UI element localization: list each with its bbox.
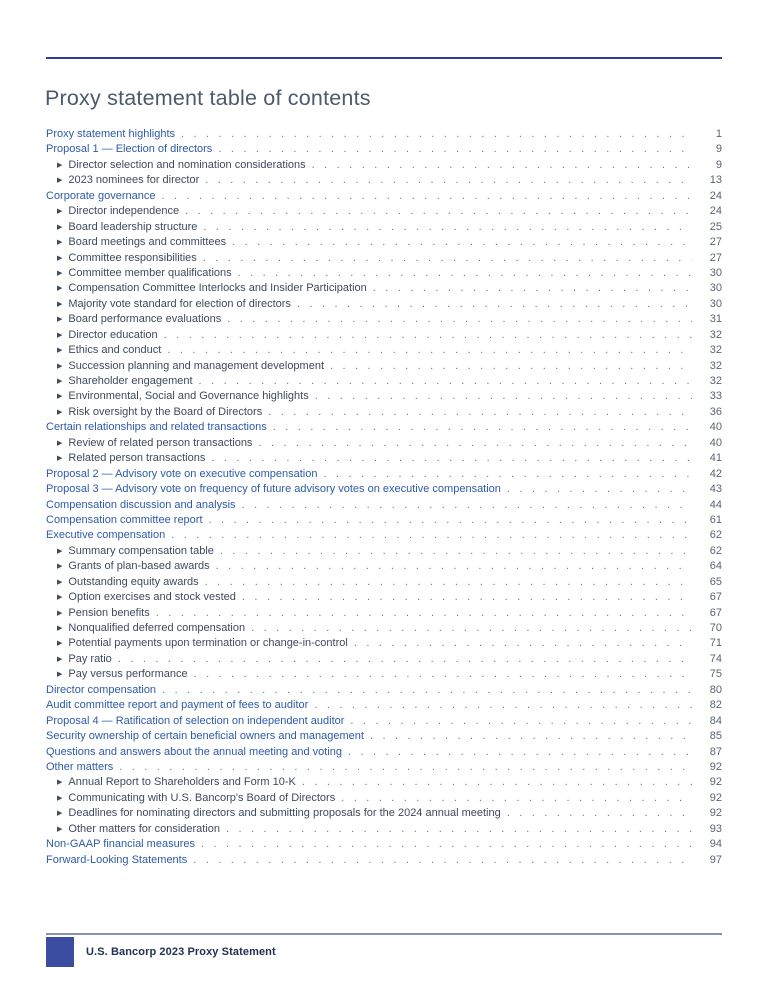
toc-entry[interactable]: [46, 142, 722, 157]
toc-entry-page: 92: [709, 776, 722, 789]
toc-entry-page: 61: [709, 513, 722, 526]
toc-entry[interactable]: [46, 698, 722, 713]
toc-entry-page: 13: [709, 174, 722, 187]
toc-entry-label: Environmental, Social and Governance highlights: [68, 390, 309, 403]
toc-entry-page: 43: [709, 483, 722, 496]
dotted-leader: [220, 544, 692, 559]
triangle-right-icon: ▶: [57, 331, 63, 339]
toc-entry[interactable]: [46, 220, 722, 235]
triangle-right-icon: ▶: [57, 254, 63, 262]
toc-entry-label: Proposal 3 — Advisory vote on frequency of future advisory votes on executive compensation: [46, 483, 501, 496]
dotted-leader: [302, 775, 692, 790]
toc-entry[interactable]: [46, 405, 722, 420]
triangle-right-icon: ▶: [57, 671, 63, 679]
toc-entry-label: Compensation committee report: [46, 513, 203, 526]
toc-entry-label: Nonqualified deferred compensation: [68, 622, 246, 634]
toc-entry-page: 40: [709, 421, 722, 434]
table-of-contents: [46, 127, 722, 868]
toc-entry-label: Non-GAAP financial measures: [46, 838, 195, 851]
toc-entry-label: Security ownership of certain beneficial owners and management: [46, 730, 364, 743]
toc-entry[interactable]: [46, 837, 722, 852]
triangle-right-icon: ▶: [57, 640, 63, 648]
dotted-leader: [354, 636, 692, 651]
toc-entry-label: Majority vote standard for election of directors: [68, 297, 291, 310]
dotted-leader: [242, 590, 692, 605]
dotted-leader: [199, 374, 692, 389]
toc-entry-page: 24: [709, 205, 722, 218]
toc-entry[interactable]: [46, 359, 722, 374]
dotted-leader: [218, 142, 692, 157]
page-title: Proxy statement table of contents: [45, 86, 371, 110]
toc-entry-label: Annual Report to Shareholders and Form 10-K: [68, 776, 296, 789]
toc-entry-label: Other matters: [46, 760, 114, 773]
dotted-leader: [273, 420, 692, 435]
toc-entry-page: 94: [709, 838, 722, 851]
toc-entry-label: Committee responsibilities: [68, 251, 197, 264]
toc-entry-label: Certain relationships and related transactions: [46, 421, 267, 434]
toc-entry[interactable]: [46, 544, 722, 559]
dotted-leader: [194, 667, 692, 682]
toc-entry[interactable]: [46, 482, 722, 497]
dotted-leader: [242, 498, 692, 513]
triangle-right-icon: ▶: [57, 655, 63, 663]
triangle-right-icon: ▶: [57, 223, 63, 231]
triangle-right-icon: ▶: [57, 161, 63, 169]
dotted-leader: [323, 467, 692, 482]
toc-entry-page: 30: [709, 266, 722, 279]
dotted-leader: [205, 575, 692, 590]
toc-entry-label: Corporate governance: [46, 189, 156, 202]
dotted-leader: [118, 652, 692, 667]
toc-entry[interactable]: [46, 328, 722, 343]
dotted-leader: [181, 127, 692, 142]
dotted-leader: [314, 698, 692, 713]
triangle-right-icon: ▶: [57, 779, 63, 787]
brand-square-mark: [46, 937, 74, 967]
triangle-right-icon: ▶: [57, 408, 63, 416]
toc-entry[interactable]: [46, 451, 722, 466]
dotted-leader: [193, 853, 692, 868]
toc-entry-page: 27: [709, 236, 722, 249]
dotted-leader: [258, 436, 692, 451]
dotted-leader: [216, 559, 692, 574]
toc-entry[interactable]: [46, 745, 722, 760]
toc-entry-page: 24: [709, 189, 722, 202]
toc-entry[interactable]: [46, 760, 722, 775]
dotted-leader: [373, 281, 692, 296]
toc-entry-page: 93: [709, 822, 722, 835]
toc-entry-page: 30: [709, 282, 722, 295]
toc-entry[interactable]: [46, 791, 722, 806]
toc-entry-label: Proposal 2 — Advisory vote on executive compensation: [46, 467, 318, 480]
toc-entry[interactable]: [46, 420, 722, 435]
toc-entry-page: 67: [709, 606, 722, 619]
toc-entry[interactable]: [46, 775, 722, 790]
toc-entry-label: Outstanding equity awards: [68, 575, 199, 588]
toc-entry-page: 92: [709, 807, 722, 820]
toc-entry[interactable]: [46, 173, 722, 188]
toc-entry-page: 82: [709, 699, 722, 712]
toc-entry-page: 32: [709, 359, 722, 372]
toc-entry[interactable]: [46, 559, 722, 574]
toc-entry-page: 9: [715, 158, 722, 171]
triangle-right-icon: ▶: [57, 794, 63, 802]
toc-entry-label: 2023 nominees for director: [68, 174, 200, 187]
triangle-right-icon: ▶: [57, 347, 63, 355]
toc-entry[interactable]: [46, 158, 722, 173]
dotted-leader: [119, 760, 692, 775]
triangle-right-icon: ▶: [57, 300, 63, 308]
toc-entry[interactable]: [46, 204, 722, 219]
triangle-right-icon: ▶: [57, 269, 63, 277]
dotted-leader: [185, 204, 692, 219]
toc-entry-label: Pay ratio: [68, 652, 112, 665]
toc-entry[interactable]: [46, 297, 722, 312]
triangle-right-icon: ▶: [57, 208, 63, 216]
toc-entry-page: 62: [709, 529, 722, 542]
triangle-right-icon: ▶: [57, 578, 63, 586]
dotted-leader: [341, 791, 692, 806]
triangle-right-icon: ▶: [57, 563, 63, 571]
dotted-leader: [156, 606, 692, 621]
toc-entry-page: 27: [709, 251, 722, 264]
toc-entry[interactable]: [46, 528, 722, 543]
dotted-leader: [268, 405, 692, 420]
toc-entry-label: Forward-Looking Statements: [46, 853, 188, 866]
dotted-leader: [350, 714, 692, 729]
footer-label: U.S. Bancorp 2023 Proxy Statement: [86, 946, 276, 958]
toc-entry[interactable]: [46, 590, 722, 605]
toc-entry-page: 92: [709, 760, 722, 773]
toc-entry-page: 40: [709, 436, 722, 449]
toc-entry[interactable]: [46, 266, 722, 281]
toc-entry[interactable]: [46, 251, 722, 266]
toc-entry-label: Proxy statement highlights: [46, 128, 176, 140]
toc-entry-label: Grants of plan-based awards: [68, 560, 210, 573]
toc-entry-label: Related person transactions: [68, 452, 206, 465]
toc-entry-label: Audit committee report and payment of fees to auditor: [46, 699, 309, 712]
toc-entry-page: 80: [709, 683, 722, 696]
toc-entry-page: 62: [709, 544, 722, 557]
toc-entry-page: 36: [709, 405, 722, 418]
dotted-leader: [167, 343, 692, 358]
dotted-leader: [161, 189, 692, 204]
toc-entry-page: 85: [709, 730, 722, 743]
toc-entry-label: Pay versus performance: [68, 668, 188, 681]
toc-entry-page: 25: [709, 220, 722, 233]
toc-entry-label: Pension benefits: [68, 606, 150, 619]
toc-entry-page: 70: [709, 622, 722, 634]
toc-entry[interactable]: [46, 281, 722, 296]
toc-entry[interactable]: [46, 513, 722, 528]
toc-entry-label: Deadlines for nominating directors and submitting proposals for the 2024 annual meeting: [68, 807, 501, 820]
toc-entry-page: 97: [709, 853, 722, 866]
top-divider-rule: [46, 57, 722, 59]
toc-entry-label: Communicating with U.S. Bancorp's Board of Directors: [68, 791, 336, 804]
triangle-right-icon: ▶: [57, 810, 63, 818]
dotted-leader: [201, 837, 692, 852]
triangle-right-icon: ▶: [57, 547, 63, 555]
dotted-leader: [507, 806, 692, 821]
toc-entry-page: 92: [709, 791, 722, 804]
triangle-right-icon: ▶: [57, 177, 63, 185]
toc-entry-label: Executive compensation: [46, 529, 166, 542]
toc-entry-label: Review of related person transactions: [68, 436, 253, 449]
dotted-leader: [227, 312, 692, 327]
toc-entry-page: 41: [709, 452, 722, 465]
dotted-leader: [251, 621, 692, 636]
dotted-leader: [507, 482, 692, 497]
toc-entry-label: Board leadership structure: [68, 220, 198, 233]
toc-entry-page: 33: [709, 390, 722, 403]
dotted-leader: [348, 745, 692, 760]
toc-entry[interactable]: [46, 714, 722, 729]
toc-entry-page: 32: [709, 344, 722, 357]
toc-entry[interactable]: [46, 621, 722, 636]
toc-entry-page: 1: [715, 128, 722, 140]
toc-entry-page: 74: [709, 652, 722, 665]
toc-entry[interactable]: [46, 729, 722, 744]
toc-entry-label: Board meetings and committees: [68, 236, 227, 249]
toc-entry-page: 44: [709, 498, 722, 511]
toc-entry-label: Summary compensation table: [68, 544, 214, 557]
triangle-right-icon: ▶: [57, 285, 63, 293]
triangle-right-icon: ▶: [57, 362, 63, 370]
dotted-leader: [162, 683, 692, 698]
dotted-leader: [297, 297, 692, 312]
toc-entry-page: 9: [715, 143, 722, 156]
dotted-leader: [203, 220, 692, 235]
dotted-leader: [226, 822, 692, 837]
toc-entry-label: Director selection and nomination considerations: [68, 158, 306, 171]
toc-entry-label: Proposal 4 — Ratification of selection on independent auditor: [46, 714, 345, 727]
triangle-right-icon: ▶: [57, 594, 63, 602]
toc-entry-label: Director education: [68, 328, 158, 341]
triangle-right-icon: ▶: [57, 393, 63, 401]
toc-entry[interactable]: [46, 436, 722, 451]
toc-entry-label: Director compensation: [46, 683, 157, 696]
toc-entry-page: 84: [709, 714, 722, 727]
dotted-leader: [164, 328, 692, 343]
toc-entry-page: 42: [709, 467, 722, 480]
triangle-right-icon: ▶: [57, 316, 63, 324]
toc-entry[interactable]: [46, 343, 722, 358]
triangle-right-icon: ▶: [57, 439, 63, 447]
toc-entry[interactable]: [46, 606, 722, 621]
toc-entry[interactable]: [46, 683, 722, 698]
toc-entry[interactable]: [46, 235, 722, 250]
toc-entry-page: 32: [709, 375, 722, 387]
toc-entry[interactable]: [46, 374, 722, 389]
triangle-right-icon: ▶: [57, 239, 63, 247]
triangle-right-icon: ▶: [57, 625, 63, 632]
toc-entry[interactable]: [46, 389, 722, 404]
triangle-right-icon: ▶: [57, 825, 63, 833]
toc-entry-label: Questions and answers about the annual meeting and voting: [46, 745, 342, 758]
toc-entry[interactable]: [46, 636, 722, 651]
toc-entry-page: 75: [709, 668, 722, 681]
toc-entry-page: 30: [709, 297, 722, 310]
dotted-leader: [203, 251, 692, 266]
toc-entry-label: Option exercises and stock vested: [68, 591, 236, 604]
toc-entry[interactable]: [46, 467, 722, 482]
toc-entry[interactable]: [46, 822, 722, 837]
toc-entry-label: Director independence: [68, 205, 180, 218]
toc-entry-label: Other matters for consideration: [68, 822, 221, 835]
toc-entry[interactable]: [46, 127, 722, 142]
dotted-leader: [211, 451, 692, 466]
toc-entry[interactable]: [46, 312, 722, 327]
triangle-right-icon: ▶: [57, 455, 63, 463]
toc-entry-page: 67: [709, 591, 722, 604]
toc-entry[interactable]: [46, 853, 722, 868]
toc-entry-label: Compensation Committee Interlocks and Insider Participation: [68, 282, 367, 295]
dotted-leader: [330, 359, 692, 374]
triangle-right-icon: ▶: [57, 378, 63, 385]
toc-entry-page: 65: [709, 575, 722, 588]
dotted-leader: [312, 158, 692, 173]
toc-entry[interactable]: [46, 498, 722, 513]
toc-entry[interactable]: [46, 652, 722, 667]
toc-entry[interactable]: [46, 806, 722, 821]
triangle-right-icon: ▶: [57, 609, 63, 617]
toc-entry-label: Succession planning and management development: [68, 359, 325, 372]
toc-entry[interactable]: [46, 189, 722, 204]
dotted-leader: [315, 389, 692, 404]
dotted-leader: [205, 173, 692, 188]
footer-divider-rule: [46, 933, 722, 935]
dotted-leader: [370, 729, 692, 744]
toc-entry[interactable]: [46, 575, 722, 590]
toc-entry-page: 32: [709, 328, 722, 341]
toc-entry-label: Ethics and conduct: [68, 344, 162, 357]
toc-entry-label: Committee member qualifications: [68, 266, 232, 279]
toc-entry-label: Compensation discussion and analysis: [46, 498, 236, 511]
dotted-leader: [232, 235, 692, 250]
dotted-leader: [238, 266, 692, 281]
toc-entry-page: 71: [709, 637, 722, 650]
toc-entry-label: Proposal 1 — Election of directors: [46, 143, 213, 156]
toc-entry-label: Potential payments upon termination or change-in-control: [68, 637, 348, 650]
toc-entry-page: 64: [709, 560, 722, 573]
dotted-leader: [209, 513, 692, 528]
toc-entry-label: Board performance evaluations: [68, 313, 222, 326]
toc-entry-page: 31: [709, 313, 722, 326]
dotted-leader: [171, 528, 692, 543]
toc-entry-label: Risk oversight by the Board of Directors: [68, 405, 263, 418]
toc-entry-label: Shareholder engagement: [68, 375, 193, 387]
toc-entry[interactable]: [46, 667, 722, 682]
toc-entry-page: 87: [709, 745, 722, 758]
